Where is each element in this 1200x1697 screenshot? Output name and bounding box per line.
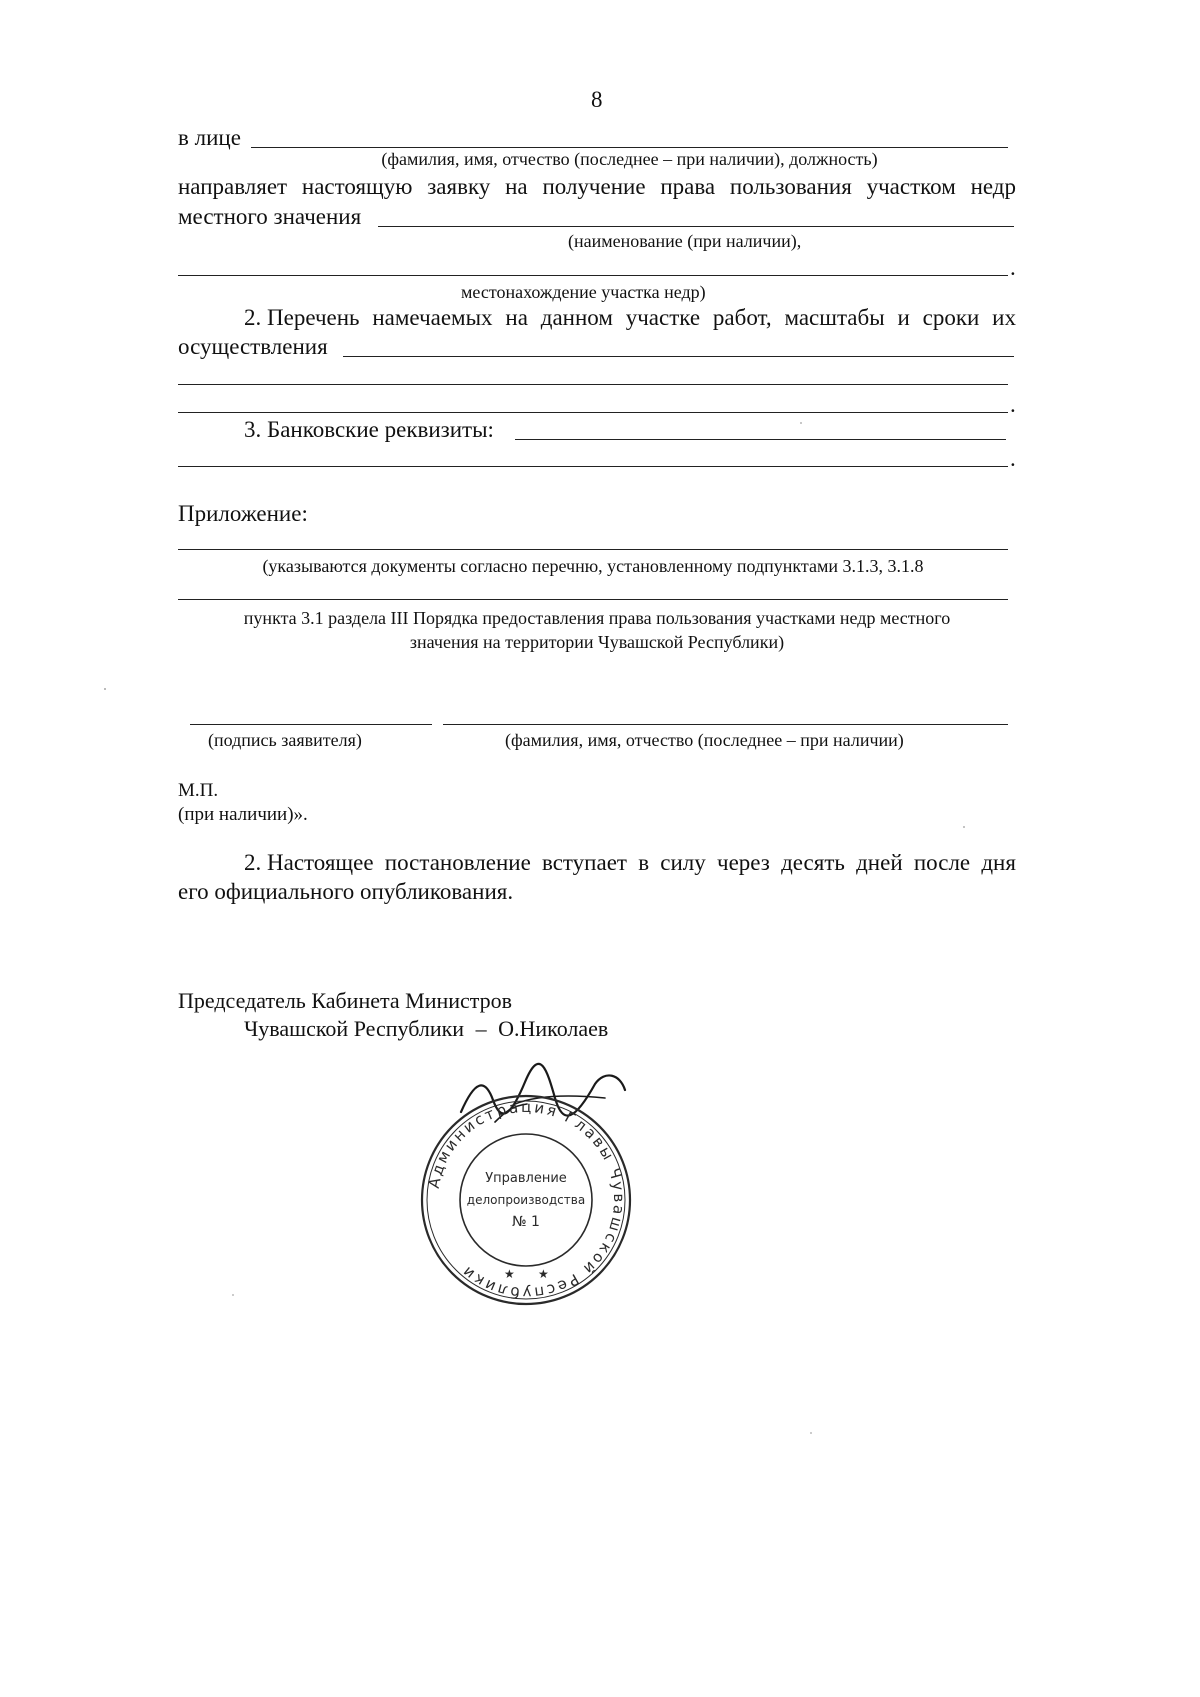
item2-line2-label: осуществления xyxy=(178,334,328,359)
signature-line xyxy=(190,724,432,725)
seal-inner-line1: Управление xyxy=(485,1171,567,1186)
signatory-line2 xyxy=(244,1018,608,1040)
period-mark: . xyxy=(1010,392,1016,417)
scan-speck xyxy=(963,826,965,828)
caption-docs-3: значения на территории Чувашской Республики) xyxy=(409,632,785,652)
word: получение xyxy=(542,174,646,199)
word: вступает xyxy=(542,850,627,875)
seal-outer-text: Администрация Главы Чувашской Республики xyxy=(424,1097,629,1303)
word: сроки xyxy=(922,305,980,330)
word: после xyxy=(913,850,971,875)
caption-fio-position: (фамилия, имя, отчество (последнее – при наличии), должность) xyxy=(381,149,878,169)
word: направляет xyxy=(178,174,288,199)
word: масштабы xyxy=(784,305,885,330)
word: на xyxy=(505,174,528,199)
seal-inner-line3: № 1 xyxy=(512,1214,540,1230)
prilozhenie-label: Приложение: xyxy=(178,501,308,526)
caption-signature: (подпись заявителя) xyxy=(208,730,362,750)
v-litse-label: в лице xyxy=(178,125,241,150)
word: постановление xyxy=(384,850,531,875)
item2-fill-line-3 xyxy=(178,412,1008,413)
official-seal xyxy=(416,1090,636,1310)
location-fill-line xyxy=(178,275,1008,276)
word: заявку xyxy=(427,174,491,199)
word: силу xyxy=(660,850,706,875)
word: через xyxy=(717,850,770,875)
word: пользования xyxy=(729,174,852,199)
word: и xyxy=(897,305,910,330)
page-number: 8 xyxy=(591,87,603,112)
mp-label: М.П. xyxy=(178,780,219,801)
scan-speck xyxy=(810,1432,812,1434)
word: десять xyxy=(781,850,845,875)
word: права xyxy=(660,174,716,199)
signatory-name: О.Николаев xyxy=(498,1016,609,1041)
seal-star-icon: ★ xyxy=(504,1267,515,1281)
seal-inner-line2: делопроизводства xyxy=(466,1193,586,1207)
fio-line xyxy=(443,724,1008,725)
word: данном xyxy=(540,305,613,330)
v-litse-fill-line xyxy=(251,147,1008,148)
scan-speck xyxy=(104,688,106,690)
word: недр xyxy=(970,174,1016,199)
para-napravlyaet xyxy=(178,175,1016,198)
word: 2. Настоящее xyxy=(244,850,374,875)
caption-docs-2: пункта 3.1 раздела III Порядка предоставления права пользования участками недр местного xyxy=(243,608,951,628)
word: намечаемых xyxy=(372,305,493,330)
item3-fill-line-2 xyxy=(178,466,1008,467)
word: участке xyxy=(625,305,701,330)
caption-mestonahozhdenie: местонахождение участка недр) xyxy=(461,282,706,302)
word: участком xyxy=(866,174,956,199)
signatory-line1: Председатель Кабинета Министров xyxy=(178,988,513,1013)
final-para-line2: его официального опубликования. xyxy=(178,879,514,904)
prilozhenie-fill-line-1 xyxy=(178,549,1008,550)
caption-fio: (фамилия, имя, отчество (последнее – при наличии) xyxy=(505,730,904,750)
word: 2. Перечень xyxy=(244,305,360,330)
signatory-dash: – xyxy=(475,1016,487,1041)
caption-docs-1: (указываются документы согласно перечню, установленному подпунктами 3.1.3, 3.1.8 xyxy=(262,556,924,576)
period-mark: . xyxy=(1010,446,1016,471)
word: работ, xyxy=(712,305,772,330)
caption-naimenovanie: (наименование (при наличии), xyxy=(568,231,802,251)
final-para-line1 xyxy=(244,851,1016,874)
word: в xyxy=(638,850,650,875)
signatory-republic: Чувашской Республики xyxy=(244,1016,465,1041)
word: дней xyxy=(856,850,903,875)
scan-speck xyxy=(232,1294,234,1296)
seal-star-icon: ★ xyxy=(538,1267,549,1281)
item2-fill-line-1 xyxy=(343,356,1014,357)
scan-speck xyxy=(800,422,802,424)
word: настоящую xyxy=(301,174,413,199)
word: на xyxy=(505,305,528,330)
item3-fill-line-1 xyxy=(515,439,1006,440)
period-mark: . xyxy=(1010,255,1016,280)
prilozhenie-fill-line-2 xyxy=(178,599,1008,600)
item2-fill-line-2 xyxy=(178,384,1008,385)
item3-label: 3. Банковские реквизиты: xyxy=(244,417,494,442)
mestnogo-fill-line xyxy=(378,226,1014,227)
mp-note: (при наличии)». xyxy=(178,804,308,825)
word: их xyxy=(992,305,1016,330)
item2-line1 xyxy=(244,306,1016,329)
word: дня xyxy=(981,850,1016,875)
mestnogo-label: местного значения xyxy=(178,204,362,229)
